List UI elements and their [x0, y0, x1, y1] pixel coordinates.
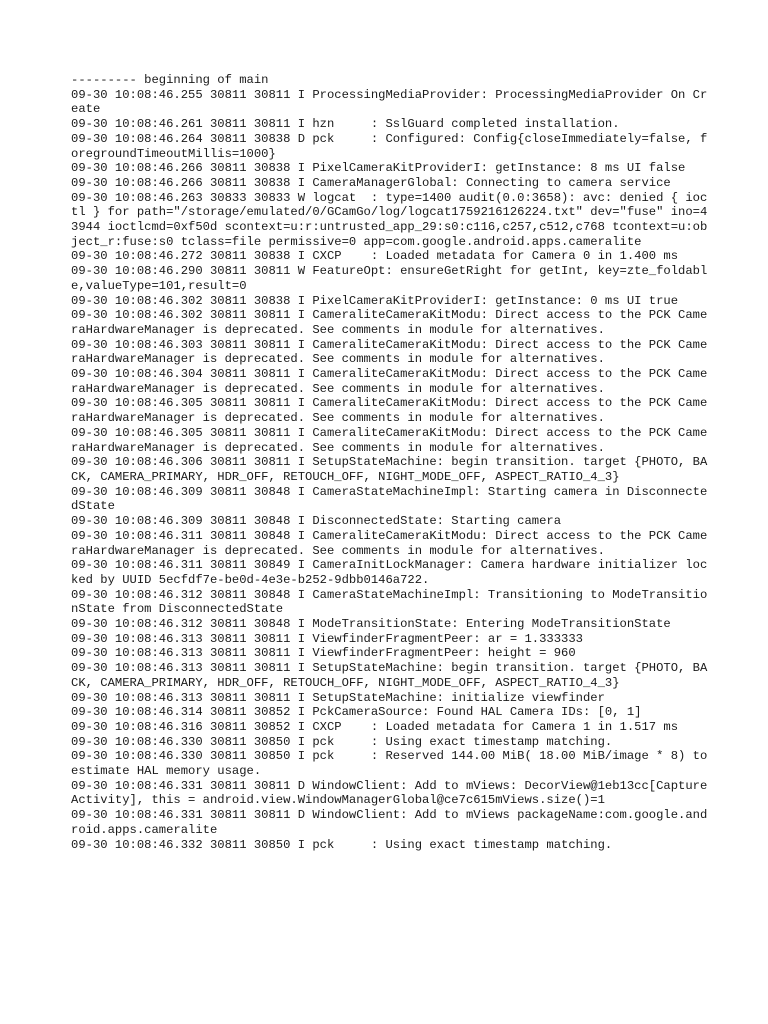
log-line: 09-30 10:08:46.264 30811 30838 D pck : Configured: Config{closeImmediately=false, foregroundTimeoutMillis=1000}: [71, 131, 708, 161]
log-line: 09-30 10:08:46.309 30811 30848 I DisconnectedState: Starting camera: [71, 514, 562, 529]
log-line: 09-30 10:08:46.331 30811 30811 D WindowClient: Add to mViews: DecorView@1eb13cc[CaptureActivity], this = android.view.WindowManagerGlobal@ce7c615mViews.size()=1: [71, 778, 708, 808]
log-line: 09-30 10:08:46.303 30811 30811 I CameraliteCameraKitModu: Direct access to the PCK CameraHardwareManager is deprecated. See comments in module for alternatives.: [71, 337, 708, 367]
log-line: 09-30 10:08:46.302 30811 30811 I CameraliteCameraKitModu: Direct access to the PCK CameraHardwareManager is deprecated. See comments in module for alternatives.: [71, 308, 708, 337]
log-line: 09-30 10:08:46.316 30811 30852 I CXCP : Loaded metadata for Camera 1 in 1.517 ms: [71, 719, 679, 734]
log-line: 09-30 10:08:46.305 30811 30811 I CameraliteCameraKitModu: Direct access to the PCK CameraHardwareManager is deprecated. See comments in module for alternatives.: [71, 396, 708, 426]
log-line: 09-30 10:08:46.330 30811 30850 I pck : Reserved 144.00 MiB( 18.00 MiB/image * 8) to estimate HAL memory usage.: [71, 749, 715, 779]
log-line: 09-30 10:08:46.312 30811 30848 I CameraStateMachineImpl: Transitioning to ModeTransitionState from DisconnectedState: [71, 587, 708, 617]
log-line: 09-30 10:08:46.312 30811 30848 I ModeTransitionState: Entering ModeTransitionState: [71, 617, 671, 632]
log-document: [71, 73, 715, 852]
log-line: 09-30 10:08:46.266 30811 30838 I PixelCameraKitProviderI: getInstance: 8 ms UI false: [71, 161, 686, 176]
log-line: 09-30 10:08:46.313 30811 30811 I SetupStateMachine: begin transition. target {PHOTO, BACK, CAMERA_PRIMARY, HDR_OFF, RETOUCH_OFF, NIGHT_MODE_OFF, ASPECT_RATIO_4_3}: [71, 661, 708, 690]
log-line: 09-30 10:08:46.331 30811 30811 D WindowClient: Add to mViews packageName:com.google.android.apps.cameralite: [71, 808, 708, 837]
log-line: 09-30 10:08:46.314 30811 30852 I PckCameraSource: Found HAL Camera IDs: [0, 1]: [71, 705, 642, 720]
log-line: 09-30 10:08:46.305 30811 30811 I CameraliteCameraKitModu: Direct access to the PCK CameraHardwareManager is deprecated. See comments in module for alternatives.: [71, 425, 708, 455]
log-line: 09-30 10:08:46.272 30811 30838 I CXCP : Loaded metadata for Camera 0 in 1.400 ms: [71, 249, 679, 264]
log-line: --------- beginning of main: [71, 73, 269, 87]
log-line: 09-30 10:08:46.304 30811 30811 I CameraliteCameraKitModu: Direct access to the PCK CameraHardwareManager is deprecated. See comments in module for alternatives.: [71, 367, 708, 396]
log-line: 09-30 10:08:46.290 30811 30811 W FeatureOpt: ensureGetRight for getInt, key=zte_foldable,valueType=101,result=0: [71, 264, 708, 293]
log-line: 09-30 10:08:46.330 30811 30850 I pck : Using exact timestamp matching.: [71, 734, 613, 749]
log-line: 09-30 10:08:46.306 30811 30811 I SetupStateMachine: begin transition. target {PHOTO, BACK, CAMERA_PRIMARY, HDR_OFF, RETOUCH_OFF, NIGHT_MODE_OFF, ASPECT_RATIO_4_3}: [71, 455, 708, 484]
log-line: 09-30 10:08:46.313 30811 30811 I ViewfinderFragmentPeer: height = 960: [71, 646, 576, 661]
log-line: 09-30 10:08:46.255 30811 30811 I ProcessingMediaProvider: ProcessingMediaProvider On Create: [71, 87, 708, 117]
log-line: 09-30 10:08:46.313 30811 30811 I SetupStateMachine: initialize viewfinder: [71, 690, 605, 705]
log-line: 09-30 10:08:46.266 30811 30838 I CameraManagerGlobal: Connecting to camera service: [71, 175, 671, 190]
log-line: 09-30 10:08:46.261 30811 30811 I hzn : SslGuard completed installation.: [71, 117, 620, 132]
log-line: 09-30 10:08:46.313 30811 30811 I ViewfinderFragmentPeer: ar = 1.333333: [71, 631, 583, 646]
log-line: 09-30 10:08:46.311 30811 30848 I CameraliteCameraKitModu: Direct access to the PCK CameraHardwareManager is deprecated. See comments in module for alternatives.: [71, 528, 708, 558]
log-line: 09-30 10:08:46.302 30811 30838 I PixelCameraKitProviderI: getInstance: 0 ms UI true: [71, 293, 679, 308]
log-line: 09-30 10:08:46.332 30811 30850 I pck : Using exact timestamp matching.: [71, 837, 613, 852]
log-line: 09-30 10:08:46.263 30833 30833 W logcat : type=1400 audit(0.0:3658): avc: denied { ioctl } for path="/storage/emulated/0/GCamGo/log/logcat1759216126224.txt" dev="fuse" ino=43944 ioctlcmd=0xf50d scontext=u:r:untrusted_app_29:s0:c116,c257,c512,c768 tcontext=u:object_r:fuse:s0 tclass=file permissive=0 app=com.google.android.apps.cameralite: [71, 190, 708, 249]
log-line: 09-30 10:08:46.311 30811 30849 I CameraInitLockManager: Camera hardware initializer locked by UUID 5ecfdf7e-be0d-4e3e-b252-9dbb0146a722.: [71, 558, 708, 587]
log-line: 09-30 10:08:46.309 30811 30848 I CameraStateMachineImpl: Starting camera in DisconnectedState: [71, 484, 708, 514]
